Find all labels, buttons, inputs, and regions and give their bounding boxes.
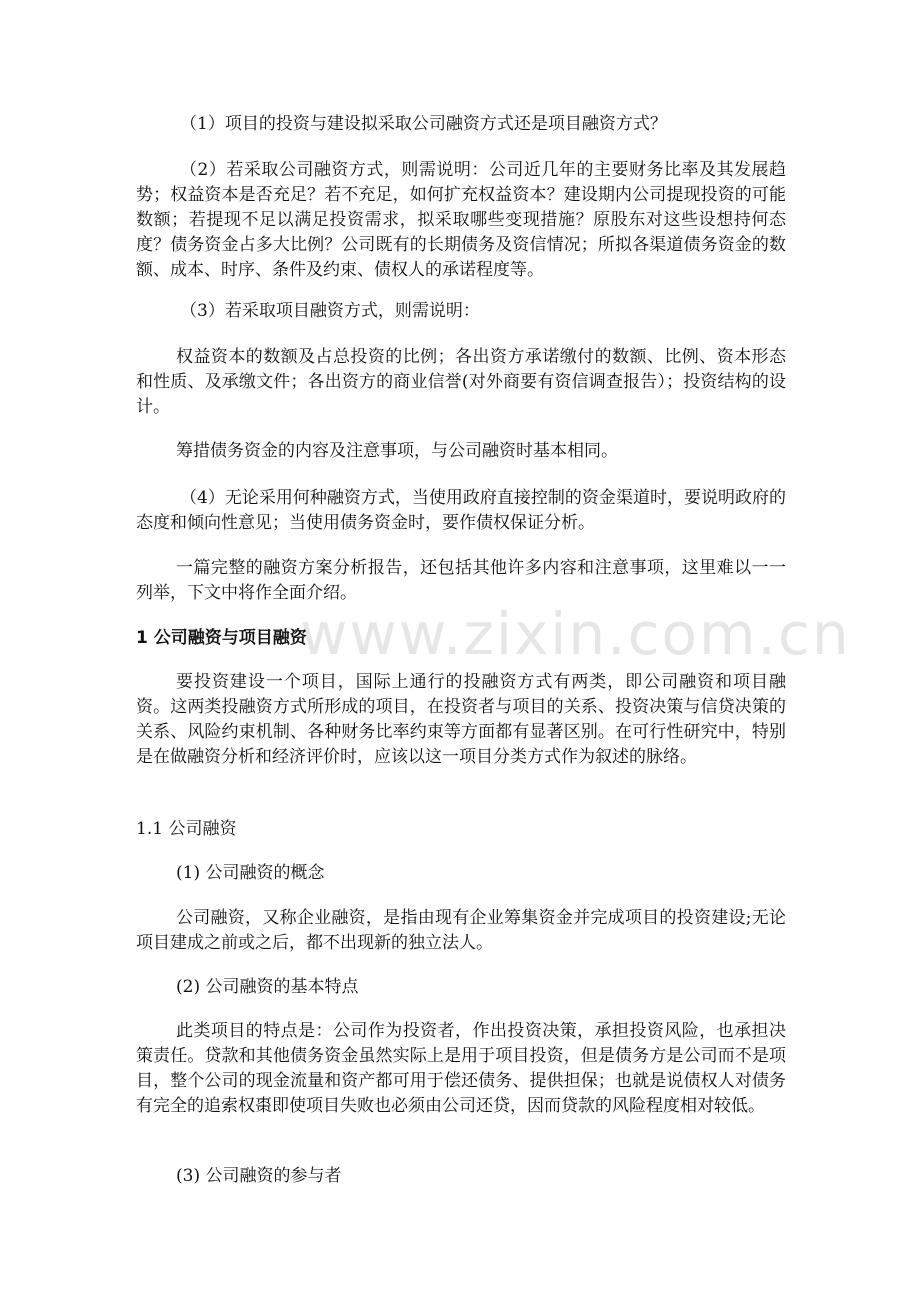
paragraph-features: 此类项目的特点是：公司作为投资者，作出投资决策，承担投资风险，也承担决策责任。贷款和其他债务资金虽然实际上是用于项目投资，但是债务方是公司而不是项目，整个公司的现金流量和资产都可用于偿还债务、提供担保；也就是说债权人对债务有完全的追索权棗即使项目失败也必须由公司还贷，因而贷款的风险程度相对较低。 — [136, 1021, 786, 1116]
paragraph-item-2: （2）若采取公司融资方式，则需说明：公司近几年的主要财务比率及其发展趋势；权益资本是否充足？若不充足，如何扩充权益资本？建设期内公司提现投资的可能数额；若提现不足以满足投资需求，拟采取哪些变现措施？原股东对这些设想持何态度？债务资金占多大比例？公司既有的长期债务及资信情况；所拟各渠道债务资金的数额、成本、时序、条件及约束、债权人的承诺程度等。 — [136, 160, 786, 280]
paragraph-intro: 要投资建设一个项目，国际上通行的投融资方式有两类，即公司融资和项目融资。这两类投融资方式所形成的项目，在投资者与项目的关系、投资决策与信贷决策的关系、风险约束机制、各种财务比率约束等方面都有显著区别。在可行性研究中，特别是在做融资分析和经济评价时，应该以这一项目分类方式作为叙述的脉络。 — [136, 672, 786, 767]
paragraph-debt-funding: 筹措债务资金的内容及注意事项，与公司融资时基本相同。 — [176, 441, 618, 461]
paragraph-item-4: （4）无论采用何种融资方式，当使用政府直接控制的资金渠道时，要说明政府的态度和倾向性意见；当使用债务资金时，要作债权保证分析。 — [136, 488, 786, 533]
subsection-heading-1-1: 1.1 公司融资 — [136, 819, 237, 839]
watermark: www.zixin.com.cn — [300, 600, 851, 668]
subheading-features: (2) 公司融资的基本特点 — [176, 977, 359, 997]
paragraph-item-3: （3）若采取项目融资方式，则需说明： — [180, 301, 480, 321]
paragraph-concept: 公司融资，又称企业融资，是指由现有企业筹集资金并完成项目的投资建设;无论项目建成之前或之后，都不出现新的独立法人。 — [136, 908, 786, 953]
section-heading-1: 1 公司融资与项目融资 — [136, 628, 307, 648]
paragraph-summary: 一篇完整的融资方案分析报告，还包括其他许多内容和注意事项，这里难以一一列举，下文中将作全面介绍。 — [136, 558, 786, 603]
subheading-participants: (3) 公司融资的参与者 — [176, 1166, 342, 1186]
paragraph-item-1: （1）项目的投资与建设拟采取公司融资方式还是项目融资方式？ — [180, 114, 667, 134]
subheading-concept: (1) 公司融资的概念 — [176, 863, 325, 883]
paragraph-equity-capital: 权益资本的数额及占总投资的比例；各出资方承诺缴付的数额、比例、资本形态和性质、及承缴文件；各出资方的商业信誉(对外商要有资信调查报告）；投资结构的设计。 — [136, 347, 786, 417]
